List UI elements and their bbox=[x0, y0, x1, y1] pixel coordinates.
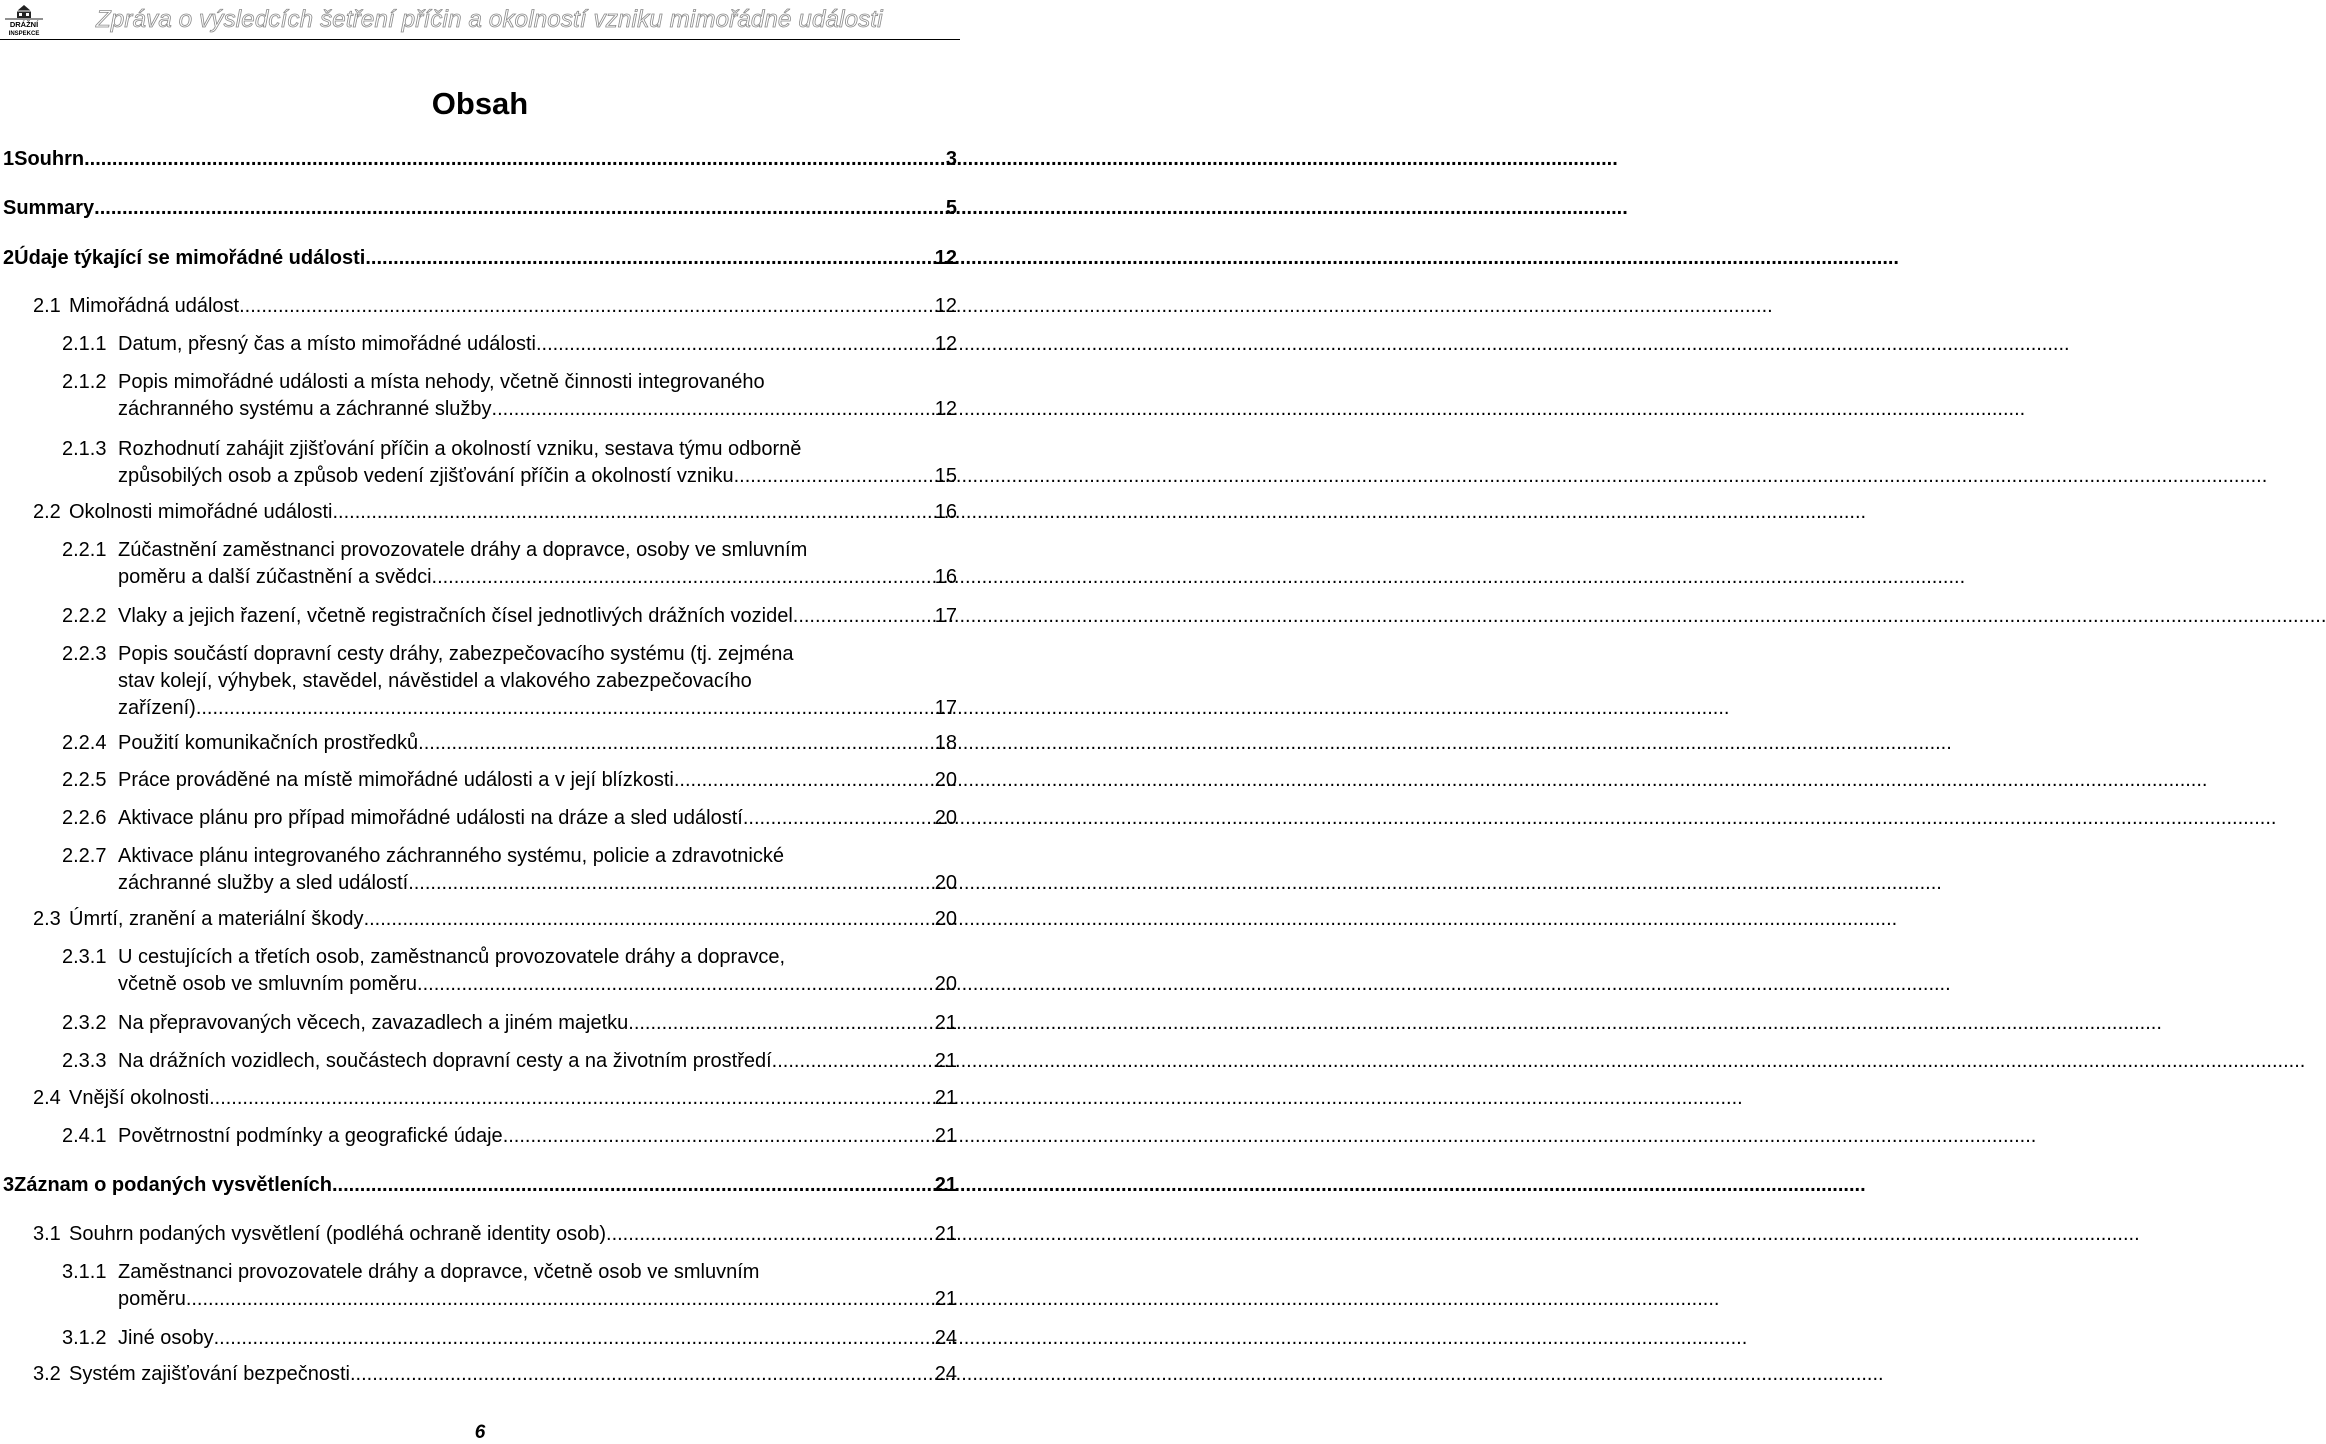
toc-entry[interactable] bbox=[3, 245, 957, 272]
logo-text-bottom: INSPEKCE bbox=[8, 31, 40, 37]
toc-entry[interactable] bbox=[62, 369, 957, 423]
toc-dot-leader bbox=[432, 564, 934, 591]
toc-entry[interactable] bbox=[62, 436, 957, 490]
toc-entry-title: Údaje týkající se mimořádné události bbox=[14, 247, 366, 269]
toc-entry-title: Souhrn podaných vysvětlení (podléhá ochraně identity osob) bbox=[69, 1223, 607, 1245]
header-divider bbox=[0, 39, 960, 40]
toc-entry-title-continued: stav kolejí, výhybek, stavědel, návěstidel a vlakového zabezpečovacího bbox=[118, 670, 752, 692]
toc-entry-title: Aktivace plánu integrovaného záchranného systému, policie a zdravotnické bbox=[118, 845, 784, 867]
toc-entry-title-continued: poměru a další zúčastnění a svědci bbox=[118, 566, 432, 588]
toc-dot-leader bbox=[417, 971, 934, 998]
toc-entry-title: Zúčastnění zaměstnanci provozovatele dráhy a dopravce, osoby ve smluvním bbox=[118, 539, 808, 561]
toc-entry-number: 2.3.3 bbox=[62, 1050, 107, 1072]
toc-dot-leader bbox=[674, 767, 934, 794]
toc-entry-title: Vnější okolnosti bbox=[69, 1087, 210, 1109]
toc-entry-page: 21 bbox=[934, 1012, 957, 1034]
toc-entry-title: Záznam o podaných vysvětleních bbox=[14, 1174, 332, 1196]
toc-entry-title: U cestujících a třetích osob, zaměstnanců provozovatele dráhy a dopravce, bbox=[118, 946, 786, 968]
toc-dot-leader bbox=[536, 331, 934, 358]
toc-entry-title-continued: způsobilých osob a způsob vedení zjišťování příčin a okolností vzniku bbox=[118, 465, 734, 487]
toc-entry-title: Datum, přesný čas a místo mimořádné události bbox=[118, 333, 536, 355]
toc-entry[interactable] bbox=[62, 944, 957, 998]
toc-dot-leader bbox=[793, 603, 934, 630]
toc-entry[interactable] bbox=[62, 805, 957, 832]
toc-entry-number: 2.2.4 bbox=[62, 732, 107, 754]
toc-heading: Obsah bbox=[431, 86, 529, 121]
toc-entry-page: 3 bbox=[945, 148, 957, 170]
toc-entry-page: 20 bbox=[934, 872, 957, 894]
toc-entry-number: 2.3 bbox=[33, 908, 61, 930]
toc-entry-page: 12 bbox=[934, 398, 957, 420]
toc-entry[interactable] bbox=[62, 730, 957, 757]
toc-entry[interactable] bbox=[62, 1325, 957, 1352]
toc-entry[interactable] bbox=[62, 331, 957, 358]
toc-dot-leader bbox=[364, 906, 934, 933]
toc-dot-leader bbox=[214, 1325, 934, 1352]
toc-entry[interactable] bbox=[3, 195, 957, 222]
toc-entry-title: Okolnosti mimořádné události bbox=[69, 501, 333, 523]
toc-dot-leader bbox=[365, 245, 933, 272]
toc-dot-leader bbox=[84, 146, 945, 173]
toc-entry-number: 2.1 bbox=[33, 295, 61, 317]
toc-entry-page: 15 bbox=[934, 465, 957, 487]
toc-entry-title: Práce prováděné na místě mimořádné události a v její blízkosti bbox=[118, 769, 674, 791]
toc-entry[interactable] bbox=[33, 1221, 957, 1248]
toc-entry-number: 2.2.1 bbox=[62, 539, 107, 561]
toc-entry[interactable] bbox=[33, 906, 957, 933]
toc-dot-leader bbox=[418, 730, 934, 757]
toc-entry-number: 2.2.5 bbox=[62, 769, 107, 791]
toc-dot-leader bbox=[503, 1123, 934, 1150]
toc-entry-page: 21 bbox=[934, 1125, 957, 1147]
toc-entry-title: Vlaky a jejich řazení, včetně registračních čísel jednotlivých drážních vozidel bbox=[118, 605, 793, 627]
toc-entry[interactable] bbox=[62, 537, 957, 591]
toc-entry[interactable] bbox=[33, 293, 957, 320]
toc-entry-title-continued: záchranného systému a záchranné služby bbox=[118, 398, 492, 420]
toc-entry-number: 3.1 bbox=[33, 1223, 61, 1245]
toc-entry-title: Úmrtí, zranění a materiální škody bbox=[69, 908, 364, 930]
toc-entry-title: Rozhodnutí zahájit zjišťování příčin a okolností vzniku, sestava týmu odborně bbox=[118, 438, 802, 460]
toc-entry[interactable] bbox=[62, 603, 957, 630]
toc-entry[interactable] bbox=[3, 1172, 957, 1199]
toc-entry-title: Popis mimořádné události a místa nehody, včetně činnosti integrovaného bbox=[118, 371, 765, 393]
toc-entry-number: 2.2.7 bbox=[62, 845, 107, 867]
toc-dot-leader bbox=[196, 695, 934, 722]
toc-entry-title: Povětrnostní podmínky a geografické údaje bbox=[118, 1125, 503, 1147]
toc-entry-number: 3.1.2 bbox=[62, 1327, 107, 1349]
toc-dot-leader bbox=[408, 870, 934, 897]
toc-entry[interactable] bbox=[62, 843, 957, 897]
toc-entry-number: 2 bbox=[3, 247, 15, 269]
toc-entry-page: 5 bbox=[945, 197, 957, 219]
toc-entry-title: Na přepravovaných věcech, zavazadlech a jiném majetku bbox=[118, 1012, 629, 1034]
toc-entry-number: 2.2.3 bbox=[62, 643, 107, 665]
toc-entry-title: Summary bbox=[3, 197, 95, 219]
toc-entry-page: 16 bbox=[934, 501, 957, 523]
toc-entry-number: 2.4 bbox=[33, 1087, 61, 1109]
toc-entry-title: Zaměstnanci provozovatele dráhy a dopravce, včetně osob ve smluvním bbox=[118, 1261, 760, 1283]
toc-entry-page: 12 bbox=[934, 247, 957, 269]
toc-entry-title-continued: záchranné služby a sled událostí bbox=[118, 872, 409, 894]
page-header bbox=[0, 0, 960, 42]
toc-entry-number: 2.2 bbox=[33, 501, 61, 523]
toc-entry-page: 12 bbox=[934, 295, 957, 317]
toc-entry-title: Použití komunikačních prostředků bbox=[118, 732, 419, 754]
toc-entry-number: 2.3.1 bbox=[62, 946, 107, 968]
toc-entry[interactable] bbox=[62, 1259, 957, 1313]
toc-dot-leader bbox=[209, 1085, 934, 1112]
toc-entry[interactable] bbox=[62, 767, 957, 794]
toc-entry-page: 20 bbox=[934, 769, 957, 791]
toc-entry-page: 17 bbox=[934, 697, 957, 719]
toc-dot-leader bbox=[734, 463, 934, 490]
toc-dot-leader bbox=[94, 195, 945, 222]
toc-entry-number: 3.1.1 bbox=[62, 1261, 107, 1283]
toc-entry-page: 20 bbox=[934, 908, 957, 930]
toc-entry-page: 17 bbox=[934, 605, 957, 627]
toc-entry-page: 12 bbox=[934, 333, 957, 355]
toc-entry-number: 2.4.1 bbox=[62, 1125, 107, 1147]
toc-dot-leader bbox=[492, 396, 934, 423]
toc-entry-number: 2.2.2 bbox=[62, 605, 107, 627]
toc-entry-number: 3.2 bbox=[33, 1363, 61, 1385]
toc-entry-page: 21 bbox=[934, 1087, 957, 1109]
page-number: 6 bbox=[474, 1422, 486, 1443]
toc-entry[interactable] bbox=[62, 1010, 957, 1037]
toc-entry-page: 24 bbox=[934, 1327, 957, 1349]
toc-entry-title: Souhrn bbox=[14, 148, 85, 170]
toc-entry-title: Jiné osoby bbox=[118, 1327, 214, 1349]
toc-entry-number: 2.1.3 bbox=[62, 438, 107, 460]
toc-dot-leader bbox=[628, 1010, 933, 1037]
toc-entry-title-continued: zařízení) bbox=[118, 697, 196, 719]
toc-entry[interactable] bbox=[62, 1123, 957, 1150]
toc-entry[interactable] bbox=[33, 1361, 957, 1388]
toc-entry-number: 2.1.2 bbox=[62, 371, 107, 393]
toc-entry[interactable] bbox=[33, 1085, 957, 1112]
toc-dot-leader bbox=[332, 1172, 934, 1199]
toc-entry-number: 1 bbox=[3, 148, 15, 170]
toc-entry-page: 16 bbox=[934, 566, 957, 588]
toc-entry-page: 18 bbox=[934, 732, 957, 754]
toc-entry-title: Systém zajišťování bezpečnosti bbox=[69, 1363, 350, 1385]
toc-entry-number: 2.2.6 bbox=[62, 807, 107, 829]
toc-dot-leader bbox=[332, 499, 933, 526]
toc-entry-page: 24 bbox=[934, 1363, 957, 1385]
drazni-inspekce-logo bbox=[2, 3, 46, 37]
toc-entry-page: 21 bbox=[934, 1174, 957, 1196]
toc-entry-title: Popis součástí dopravní cesty dráhy, zabezpečovacího systému (tj. zejména bbox=[118, 643, 794, 665]
toc-entry-title-continued: poměru bbox=[118, 1288, 186, 1310]
toc-entry[interactable] bbox=[62, 1048, 957, 1075]
toc-entry-number: 3 bbox=[3, 1174, 15, 1196]
toc-entry[interactable] bbox=[33, 499, 957, 526]
toc-dot-leader bbox=[772, 1048, 934, 1075]
toc-entry-page: 20 bbox=[934, 973, 957, 995]
toc-entry-page: 20 bbox=[934, 807, 957, 829]
toc-entry-number: 2.1.1 bbox=[62, 333, 107, 355]
toc-dot-leader bbox=[186, 1286, 934, 1313]
train-emblem-icon bbox=[2, 3, 46, 37]
toc-entry-number: 2.3.2 bbox=[62, 1012, 107, 1034]
report-header-title: Zpráva o výsledcích šetření příčin a okolností vzniku mimořádné události bbox=[96, 6, 883, 33]
toc-dot-leader bbox=[606, 1221, 934, 1248]
toc-entry-title: Aktivace plánu pro případ mimořádné události na dráze a sled událostí bbox=[118, 807, 743, 829]
toc-dot-leader bbox=[350, 1361, 934, 1388]
logo-text-top: DRÁŽNÍ bbox=[9, 20, 39, 29]
toc-entry-title: Na drážních vozidlech, součástech dopravní cesty a na životním prostředí bbox=[118, 1050, 772, 1072]
toc-entry-title-continued: včetně osob ve smluvním poměru bbox=[118, 973, 418, 995]
toc-entry[interactable] bbox=[3, 146, 957, 173]
toc-entry-page: 21 bbox=[934, 1050, 957, 1072]
toc-dot-leader bbox=[239, 293, 934, 320]
toc-entry-title: Mimořádná událost bbox=[69, 295, 240, 317]
toc-entry-page: 21 bbox=[934, 1288, 957, 1310]
toc-entry[interactable] bbox=[62, 641, 957, 722]
toc-dot-leader bbox=[743, 805, 934, 832]
toc-entry-page: 21 bbox=[934, 1223, 957, 1245]
